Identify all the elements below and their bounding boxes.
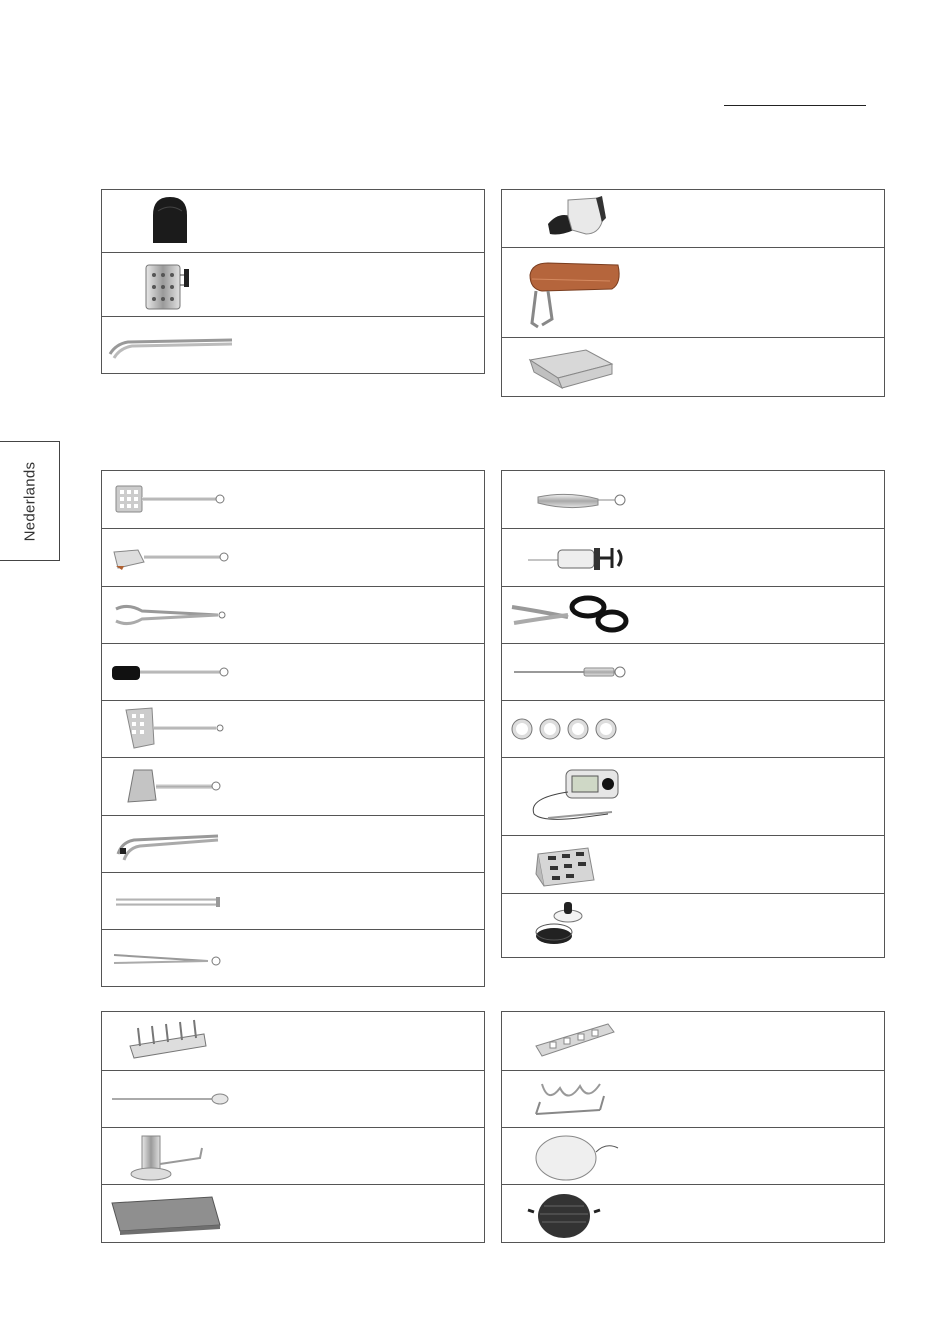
chili-roaster-icon bbox=[508, 1012, 638, 1070]
accessory-row bbox=[102, 700, 484, 757]
grill-plank-icon bbox=[108, 1185, 238, 1242]
bbq-gloves-icon bbox=[508, 190, 638, 247]
accessory-row bbox=[502, 337, 884, 396]
language-tab[interactable] bbox=[0, 441, 60, 561]
coal-tongs-icon bbox=[108, 317, 238, 373]
grill-tweezers-icon bbox=[108, 930, 238, 986]
accessory-row bbox=[502, 1012, 884, 1070]
language-tab-label: Nederlands bbox=[21, 461, 38, 541]
roast-rack-icon bbox=[508, 1071, 638, 1127]
scraper-icon bbox=[108, 758, 238, 815]
accessory-row bbox=[102, 815, 484, 872]
grill-thermometers-icon bbox=[508, 701, 638, 757]
accessory-row bbox=[102, 190, 484, 252]
cast-iron-grate-icon bbox=[508, 1185, 638, 1242]
accessory-row bbox=[502, 643, 884, 700]
header-rule bbox=[724, 105, 866, 106]
fish-spatula-icon bbox=[108, 529, 238, 586]
accessory-row bbox=[502, 1184, 884, 1242]
accessory-row bbox=[102, 872, 484, 929]
accessory-row bbox=[102, 316, 484, 373]
grill-cover-icon bbox=[108, 190, 238, 252]
basting-brush-icon bbox=[108, 644, 238, 700]
bbq-tongs-icon bbox=[108, 873, 238, 929]
accessory-row bbox=[102, 757, 484, 815]
accessory-row bbox=[102, 1184, 484, 1242]
accessory-row bbox=[102, 1127, 484, 1184]
pizza-stone-icon bbox=[508, 1128, 638, 1184]
accessory-row bbox=[502, 757, 884, 835]
accessory-row bbox=[502, 471, 884, 528]
grill-spatula-icon bbox=[108, 471, 238, 528]
accessory-row bbox=[502, 247, 884, 337]
accessory-row bbox=[502, 835, 884, 893]
chicken-roaster-icon bbox=[108, 1128, 238, 1184]
accessory-row bbox=[102, 252, 484, 316]
accessory-row bbox=[102, 528, 484, 586]
section-1-right-box bbox=[501, 189, 885, 397]
accessory-row bbox=[102, 643, 484, 700]
fish-tongs-icon bbox=[508, 471, 638, 528]
digital-thermometer-icon bbox=[508, 758, 638, 835]
section-3-left-box bbox=[101, 1011, 485, 1243]
aluminium-tray-icon bbox=[508, 338, 638, 396]
accessory-row bbox=[102, 1070, 484, 1127]
section-2-right-box bbox=[501, 470, 885, 958]
section-3-right-box bbox=[501, 1011, 885, 1243]
accessory-row bbox=[102, 929, 484, 986]
accessory-row bbox=[502, 893, 884, 957]
poultry-shears-icon bbox=[508, 587, 638, 643]
accessory-row bbox=[102, 1012, 484, 1070]
accessory-row bbox=[502, 586, 884, 643]
marinade-injector-icon bbox=[508, 529, 638, 586]
perforated-turner-icon bbox=[108, 701, 238, 757]
chimney-starter-icon bbox=[108, 253, 238, 316]
accessory-row bbox=[502, 700, 884, 757]
accessory-row bbox=[102, 471, 484, 528]
rib-rack-icon bbox=[108, 1012, 238, 1070]
meat-thermometer-icon bbox=[508, 644, 638, 700]
burger-press-icon bbox=[508, 894, 638, 957]
accessory-row bbox=[502, 190, 884, 247]
section-1-left-box bbox=[101, 189, 485, 374]
accessory-row bbox=[502, 528, 884, 586]
accessory-row bbox=[502, 1070, 884, 1127]
side-table-board-icon bbox=[508, 248, 638, 337]
smoker-box-icon bbox=[508, 836, 638, 893]
accessory-row bbox=[502, 1127, 884, 1184]
coal-tongs-long-icon bbox=[108, 816, 238, 872]
grill-tongs-icon bbox=[108, 587, 238, 643]
accessory-row bbox=[102, 586, 484, 643]
grill-skewer-icon bbox=[108, 1071, 238, 1127]
section-2-left-box bbox=[101, 470, 485, 987]
